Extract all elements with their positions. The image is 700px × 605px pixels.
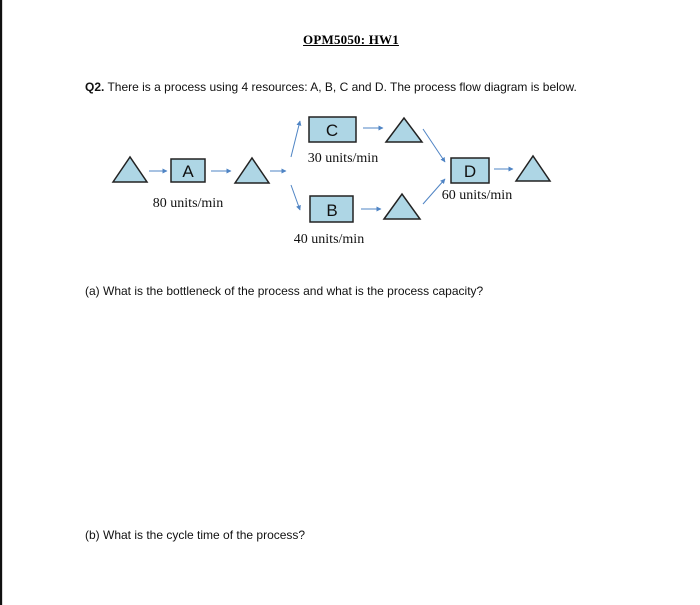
arrow-split-to-b xyxy=(291,185,300,210)
inventory-triangle-after-b xyxy=(384,194,420,219)
resource-a-rate: 80 units/min xyxy=(152,196,224,211)
question-body: There is a process using 4 resources: A, B, C and D. The process flow diagram is below. xyxy=(104,80,577,94)
process-flow-diagram xyxy=(2,0,700,605)
arrow-c-inventory-to-d xyxy=(423,129,445,162)
arrow-split-to-c xyxy=(291,121,300,157)
resource-b-rate: 40 units/min xyxy=(293,232,365,247)
resource-d-label: D xyxy=(463,162,477,181)
document-page xyxy=(2,0,700,605)
inventory-triangle-after-c xyxy=(386,118,422,142)
question-part-b: (b) What is the cycle time of the process? xyxy=(85,528,306,542)
page-title: OPM5050: HW1 xyxy=(303,32,399,47)
inventory-triangle-end xyxy=(516,156,550,181)
resource-a-label: A xyxy=(182,162,194,181)
resource-c-label: C xyxy=(325,121,339,140)
resource-b-label: B xyxy=(326,201,338,220)
question-part-a: (a) What is the bottleneck of the process and what is the process capacity? xyxy=(85,284,484,298)
resource-c-rate: 30 units/min xyxy=(307,151,379,166)
resource-d-rate: 60 units/min xyxy=(441,188,513,203)
inventory-triangle-middle xyxy=(235,158,269,183)
inventory-triangle-start xyxy=(113,157,147,182)
question-number: Q2. xyxy=(85,80,105,94)
